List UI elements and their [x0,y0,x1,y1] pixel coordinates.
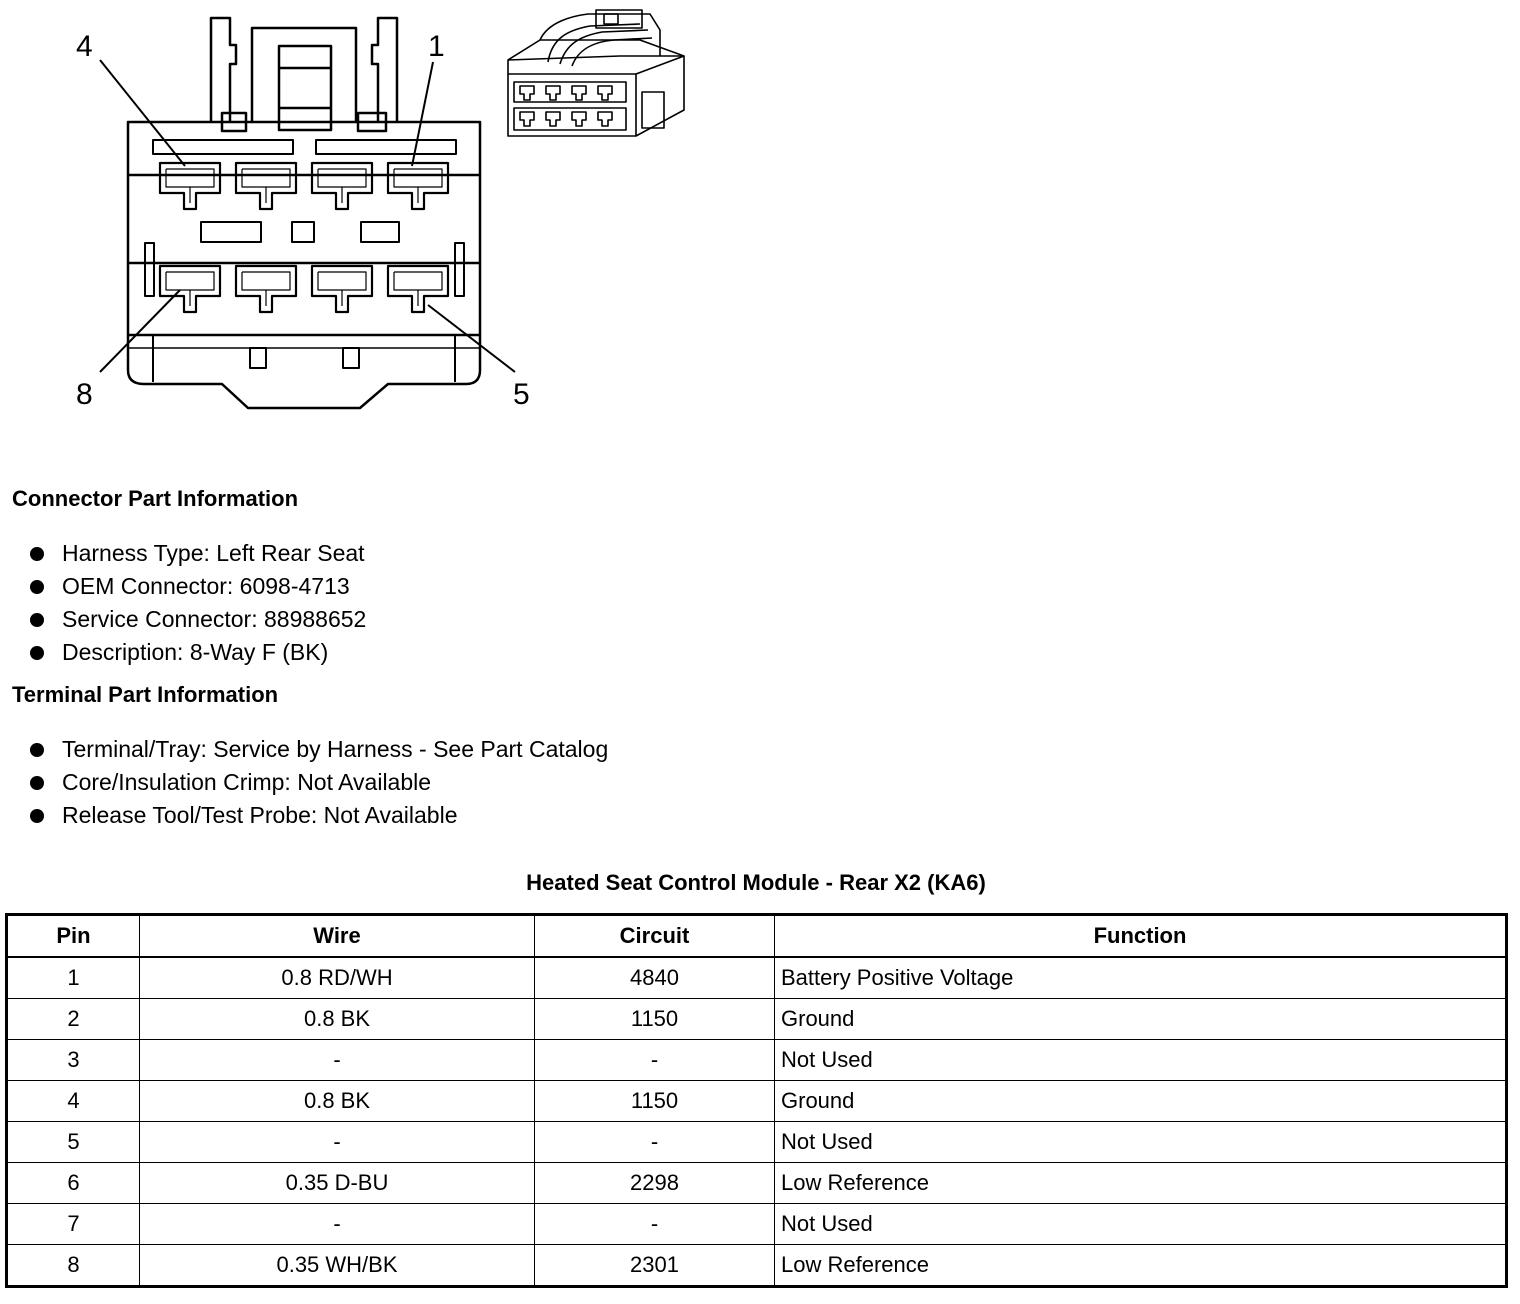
function-cell: Not Used [775,1204,1507,1245]
wire-cell: - [140,1040,535,1081]
table-header-row [7,915,1507,958]
wire-cell: - [140,1204,535,1245]
wire-cell: - [140,1122,535,1163]
list-item: Service Connector: 88988652 [30,603,366,636]
wire-cell: 0.8 BK [140,1081,535,1122]
pin-cell: 1 [7,957,140,999]
pin-cell: 6 [7,1163,140,1204]
connector-face-view [0,0,720,430]
circuit-cell: - [535,1122,775,1163]
column-header-function: Function [775,915,1507,958]
callout-pin-1: 1 [428,30,445,63]
terminal-part-info-list [30,733,608,832]
connector-part-info-heading: Connector Part Information [12,486,299,511]
connector-diagram [0,0,720,430]
circuit-cell: 1150 [535,999,775,1040]
wire-cell: 0.8 BK [140,999,535,1040]
circuit-cell: 1150 [535,1081,775,1122]
pin-cell: 8 [7,1245,140,1287]
circuit-cell: - [535,1204,775,1245]
callout-pin-4: 4 [76,30,93,63]
callout-pin-8: 8 [76,378,93,411]
terminal-cavities-bottom [160,266,448,312]
pinout-table [5,913,1508,1288]
table-row [7,1204,1507,1245]
pin-cell: 7 [7,1204,140,1245]
table-row [7,1122,1507,1163]
function-cell: Ground [775,1081,1507,1122]
column-header-circuit: Circuit [535,915,775,958]
list-item: Terminal/Tray: Service by Harness - See Part Catalog [30,733,608,766]
wire-cell: 0.35 D-BU [140,1163,535,1204]
connector-latch [211,18,397,131]
pin-cell: 2 [7,999,140,1040]
list-item: Description: 8-Way F (BK) [30,636,366,669]
circuit-cell: - [535,1040,775,1081]
column-header-wire: Wire [140,915,535,958]
callout-pin-5: 5 [513,378,530,411]
function-cell: Low Reference [775,1245,1507,1287]
connector-isometric-view [508,10,684,136]
circuit-cell: 2298 [535,1163,775,1204]
column-header-pin: Pin [7,915,140,958]
pin-cell: 4 [7,1081,140,1122]
circuit-cell: 4840 [535,957,775,999]
terminal-part-info-heading: Terminal Part Information [12,682,279,707]
table-row [7,999,1507,1040]
table-row [7,1163,1507,1204]
wire-cell: 0.8 RD/WH [140,957,535,999]
pin-cell: 5 [7,1122,140,1163]
terminal-cavities-top [160,163,448,209]
table-row [7,1081,1507,1122]
wire-cell: 0.35 WH/BK [140,1245,535,1287]
function-cell: Low Reference [775,1163,1507,1204]
list-item: Harness Type: Left Rear Seat [30,537,366,570]
table-row [7,1040,1507,1081]
connector-part-info-list [30,537,366,669]
pin-cell: 3 [7,1040,140,1081]
function-cell: Battery Positive Voltage [775,957,1507,999]
table-title: Heated Seat Control Module - Rear X2 (KA6) [526,870,986,895]
list-item: Core/Insulation Crimp: Not Available [30,766,608,799]
function-cell: Ground [775,999,1507,1040]
table-row [7,957,1507,999]
table-row [7,1245,1507,1287]
function-cell: Not Used [775,1040,1507,1081]
circuit-cell: 2301 [535,1245,775,1287]
function-cell: Not Used [775,1122,1507,1163]
list-item: OEM Connector: 6098-4713 [30,570,366,603]
list-item: Release Tool/Test Probe: Not Available [30,799,608,832]
